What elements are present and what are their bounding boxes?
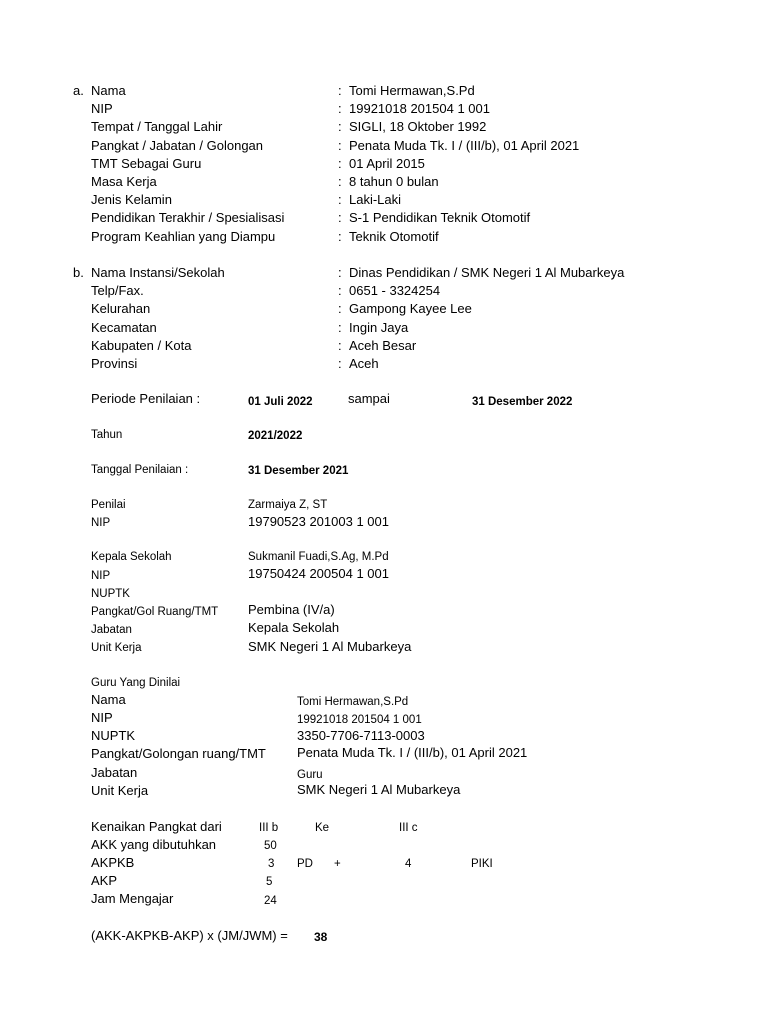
guru-jabatan: Guru [297,769,323,781]
section-a-marker: a. [73,83,84,98]
periode-start: 01 Juli 2022 [248,396,313,408]
akpkb-piki-value: 4 [405,858,412,870]
row-colon: : [338,265,342,280]
periode-connector: sampai [348,391,390,406]
kenaikan-from: III b [259,822,279,834]
guru-pangkat-label: Pangkat/Golongan ruang/TMT [91,746,266,761]
kepala-pangkat-label: Pangkat/Gol Ruang/TMT [91,606,219,618]
tanggal-label: Tanggal Penilaian : [91,464,189,476]
kepala-nuptk-label: NUPTK [91,588,130,600]
section-b-row-value: Aceh Besar [349,337,417,353]
row-colon: : [338,83,342,98]
section-a-row-value: Tomi Hermawan,S.Pd [349,83,475,98]
akk-label: AKK yang dibutuhkan [91,837,217,852]
akpkb-label: AKPKB [91,855,135,870]
row-colon: : [338,174,342,189]
section-a-row-label: TMT Sebagai Guru [91,155,202,171]
section-a-row-value: 8 tahun 0 bulan [349,174,439,189]
section-a-row-value: SIGLI, 18 Oktober 1992 [349,119,487,135]
kepala-nip-label: NIP [91,570,111,582]
akp-value: 5 [266,876,273,888]
akk-value: 50 [264,840,277,852]
section-a-row-label: Pendidikan Terakhir / Spesialisasi [91,210,285,226]
section-a-row-value: Penata Muda Tk. I / (III/b), 01 April 2021 [349,137,580,153]
jam-label: Jam Mengajar [91,891,174,906]
section-b-row-label: Telp/Fax. [91,283,144,299]
row-colon: : [338,337,342,353]
penilai-name: Zarmaiya Z, ST [248,499,328,511]
guru-nuptk-label: NUPTK [91,728,136,743]
kepala-nip: 19750424 200504 1 001 [248,566,389,581]
row-colon: : [338,319,342,335]
section-a-row-label: Nama [91,83,126,98]
row-colon: : [338,119,342,135]
guru-nuptk: 3350-7706-7113-0003 [297,728,425,743]
penilai-nip: 19790523 201003 1 001 [248,514,389,529]
akp-label: AKP [91,873,118,888]
section-a-row-label: Program Keahlian yang Diampu [91,228,276,244]
akpkb-piki: PIKI [471,858,493,870]
section-a-row-label: Tempat / Tanggal Lahir [91,119,223,135]
section-a-row-label: Masa Kerja [91,174,157,189]
penilai-label: Penilai [91,499,126,511]
section-b-row-value: Gampong Kayee Lee [349,301,472,317]
section-b-row-value: Aceh [349,356,379,371]
guru-pangkat: Penata Muda Tk. I / (III/b), 01 April 2021 [297,745,528,760]
section-b-row-label: Kabupaten / Kota [91,337,192,353]
section-a-row-value: S-1 Pendidikan Teknik Otomotif [349,210,531,226]
akpkb-plus: + [334,858,341,870]
kenaikan-to: III c [399,822,418,834]
section-a-row-value: Teknik Otomotif [349,228,439,244]
kepala-name: Sukmanil Fuadi,S.Ag, M.Pd [248,551,389,563]
kepala-unit-label: Unit Kerja [91,642,142,654]
guru-nip: 19921018 201504 1 001 [297,714,422,726]
tahun-value: 2021/2022 [248,430,303,442]
section-a-row-label: NIP [91,101,113,117]
penilai-nip-label: NIP [91,517,111,529]
periode-end: 31 Desember 2022 [472,396,573,408]
section-a-row-value: 01 April 2015 [349,155,425,171]
guru-header: Guru Yang Dinilai [91,677,181,689]
kenaikan-ke: Ke [315,822,330,834]
kepala-unit: SMK Negeri 1 Al Mubarkeya [248,639,412,654]
section-b-row-label: Kelurahan [91,301,151,317]
section-a-row-value: 19921018 201504 1 001 [349,101,490,117]
tanggal-value: 31 Desember 2021 [248,465,349,477]
kenaikan-label: Kenaikan Pangkat dari [91,819,222,834]
row-colon: : [338,137,342,153]
guru-nip-label: NIP [91,710,113,725]
guru-nama: Tomi Hermawan,S.Pd [297,696,409,708]
formula-label: (AKK-AKPKB-AKP) x (JM/JWM) = [91,928,288,943]
guru-nama-label: Nama [91,692,126,707]
section-a-row-label: Jenis Kelamin [91,192,172,208]
section-a-row-value: Laki-Laki [349,192,402,208]
formula-result: 38 [314,930,328,944]
row-colon: : [338,283,342,299]
row-colon: : [338,301,342,317]
section-a-row-label: Pangkat / Jabatan / Golongan [91,137,264,153]
section-b-row-value: Ingin Jaya [349,319,409,335]
guru-unit: SMK Negeri 1 Al Mubarkeya [297,782,461,797]
akpkb-value: 3 [268,858,275,870]
row-colon: : [338,356,342,371]
akpkb-pd: PD [297,858,313,870]
section-b-row-value: Dinas Pendidikan / SMK Negeri 1 Al Mubarkeya [349,265,625,280]
section-b-marker: b. [73,265,84,280]
guru-unit-label: Unit Kerja [91,783,149,798]
row-colon: : [338,228,342,244]
kepala-label: Kepala Sekolah [91,551,172,563]
kepala-jabatan-label: Jabatan [91,624,132,636]
kepala-jabatan: Kepala Sekolah [248,620,340,635]
kepala-pangkat: Pembina (IV/a) [248,602,335,617]
tahun-label: Tahun [91,429,123,441]
row-colon: : [338,210,342,226]
section-b-row-label: Kecamatan [91,319,157,335]
row-colon: : [338,101,342,117]
jam-value: 24 [264,895,277,907]
section-b-row-label: Provinsi [91,356,138,371]
row-colon: : [338,155,342,171]
row-colon: : [338,192,342,208]
periode-label: Periode Penilaian : [91,391,201,406]
section-b-row-value: 0651 - 3324254 [349,283,441,299]
guru-jabatan-label: Jabatan [91,765,138,780]
section-b-row-label: Nama Instansi/Sekolah [91,265,225,280]
